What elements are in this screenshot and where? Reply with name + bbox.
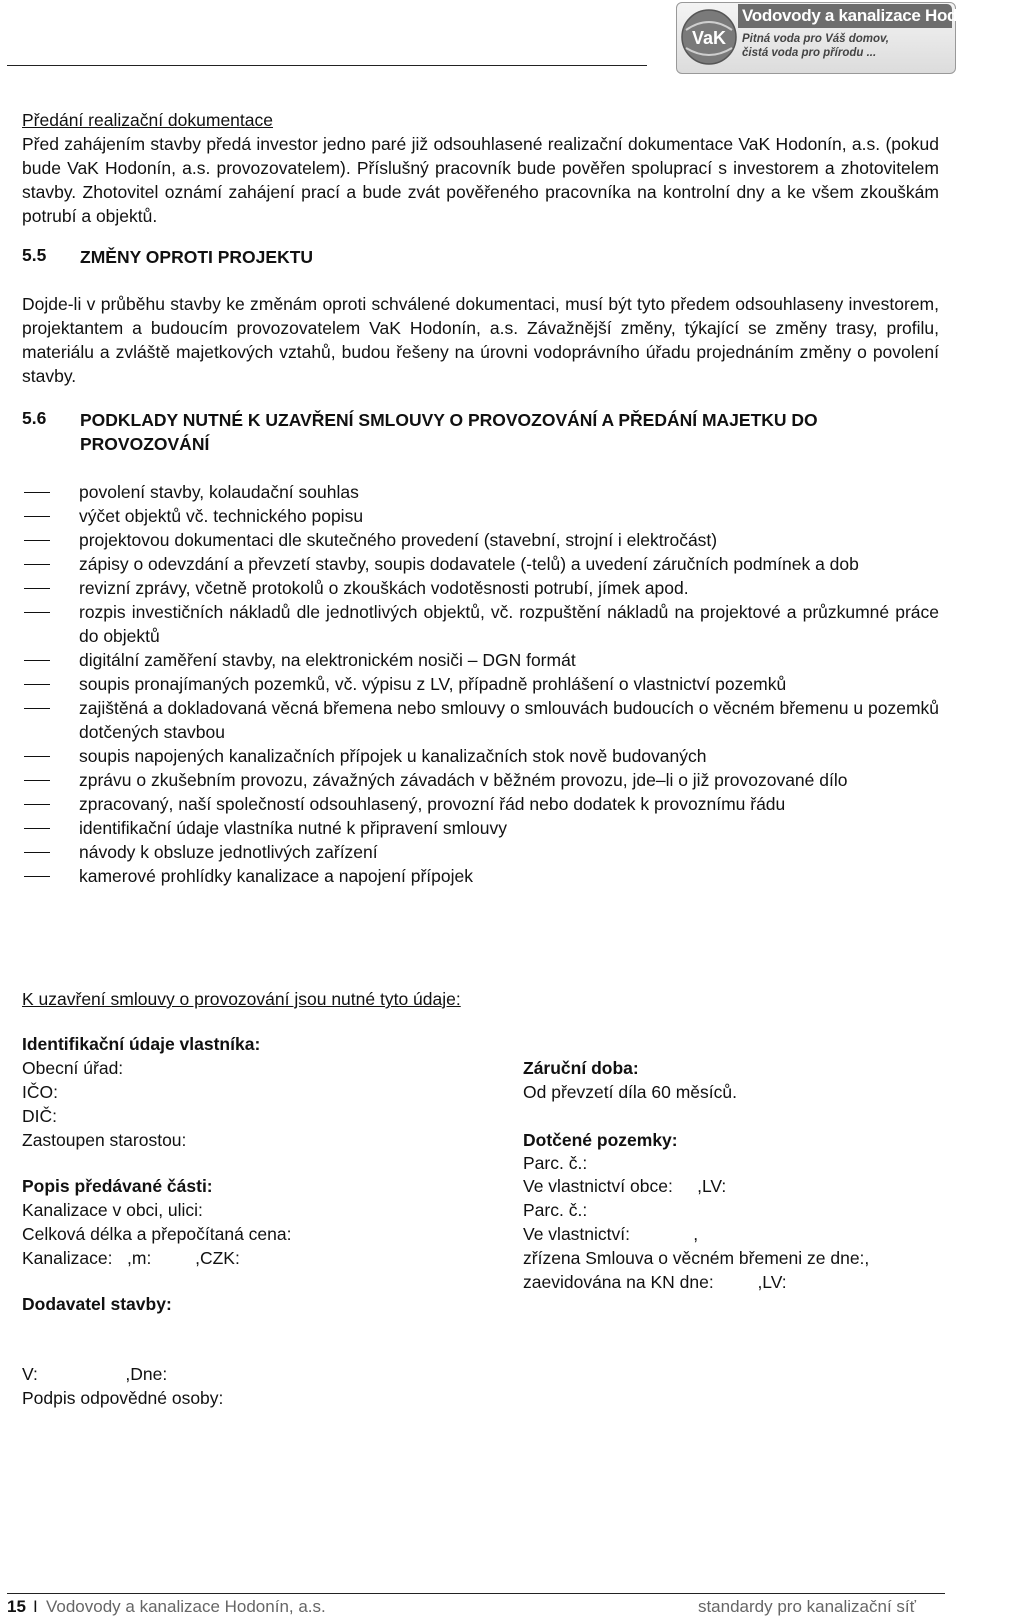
footer-separator: I xyxy=(33,1597,38,1616)
list-item: projektovou dokumentaci dle skutečného provedení (stavební, strojní i elektročást) xyxy=(79,530,718,550)
logo-brand-text: Vodovody a kanalizace Hodonín, a.s. xyxy=(742,6,1028,25)
list-item: výčet objektů vč. technického popisu xyxy=(79,506,364,526)
owner-other-label: Ve vlastnictví: , xyxy=(523,1224,699,1244)
length-price-label: Celková délka a přepočítaná cena: xyxy=(22,1224,292,1244)
place-date-label: V: ,Dne: xyxy=(22,1364,168,1384)
signature-label: Podpis odpovědné osoby: xyxy=(22,1388,224,1408)
sewer-values-label: Kanalizace: ,m: ,CZK: xyxy=(22,1248,240,1268)
list-item: revizní zprávy, včetně protokolů o zkouškách vodotěsnosti potrubí, jímek apod. xyxy=(79,578,689,598)
list-item: soupis pronajímaných pozemků, vč. výpisu z LV, případně prohlášení o vlastnictví pozemků xyxy=(79,674,787,694)
logo-mark-text: VaK xyxy=(691,28,727,48)
section-5-6-number: 5.6 xyxy=(22,408,47,428)
logo-tagline-2: čistá voda pro přírodu ... xyxy=(742,47,877,59)
header-rule xyxy=(7,65,647,66)
handover-text: Před zahájením stavby předá investor jedno paré již odsouhlasené realizační dokumentace VaK Hodonín, a.s. (pokud bude VaK Hodonín, a.s. provozovatelem). Příslušný pracovník bude pověřen spoluprací s investorem a zhotovitelem stavby. Zhotovitel oznámí zahájení prací a bude zvát pověřeného pracovníka na kontrolní dny a ke všem zkouškám potrubí a objektů. xyxy=(22,134,939,226)
list-item: zpracovaný, naší společností odsouhlasený, provozní řád nebo dodatek k provoznímu řádu xyxy=(79,794,786,814)
part-heading: Popis předávané části: xyxy=(22,1176,213,1196)
supplier-heading: Dodavatel stavby: xyxy=(22,1294,172,1314)
list-item: návody k obsluze jednotlivých zařízení xyxy=(79,842,378,862)
owner-heading: Identifikační údaje vlastníka: xyxy=(22,1034,261,1054)
section-5-5-text: Dojde-li v průběhu stavby ke změnám oproti schválené dokumentaci, musí být tyto předem odsouhlaseny investorem, projektantem a budoucím provozovatelem VaK Hodonín, a.s. Závažnější změny, týkající se změny trasy, profilu, materiálu a zvláště majetkových vztahů, budou řešeny na úrovni vodoprávního úřadu projednáním změny o povolení stavby. xyxy=(22,294,939,386)
ico-label: IČO: xyxy=(22,1082,58,1102)
section-5-6-title: PODKLADY NUTNÉ K UZAVŘENÍ SMLOUVY O PROVOZOVÁNÍ A PŘEDÁNÍ MAJETKU DO PROVOZOVÁNÍ xyxy=(80,410,818,454)
list-item: identifikační údaje vlastníka nutné k připravení smlouvy xyxy=(79,818,508,838)
plots-heading: Dotčené pozemky: xyxy=(523,1130,678,1150)
list-item: rozpis investičních nákladů dle jednotlivých objektů, vč. rozpuštění nákladů na projektové a průzkumné práce do objektů xyxy=(79,602,939,646)
section-5-5-title: ZMĚNY OPROTI PROJEKTU xyxy=(80,247,314,267)
registered-label: zaevidována na KN dne: ,LV: xyxy=(523,1272,787,1292)
list-item: digitální zaměření stavby, na elektronickém nosiči – DGN formát xyxy=(79,650,576,670)
section-5-5-number: 5.5 xyxy=(22,245,47,265)
owner-municipality-label: Ve vlastnictví obce: ,LV: xyxy=(523,1176,727,1196)
list-item: zápisy o odevzdání a převzetí stavby, soupis dodavatele (-telů) a uvedení záručních podmínek a dob xyxy=(79,554,859,574)
sewer-location-label: Kanalizace v obci, ulici: xyxy=(22,1200,203,1220)
company-logo xyxy=(676,2,1028,74)
list-item: zprávu o zkušebním provozu, závažných závadách v běžném provozu, jde–li o již provozované dílo xyxy=(79,770,848,790)
warranty-heading: Záruční doba: xyxy=(523,1058,639,1078)
footer-rule xyxy=(7,1593,945,1594)
dic-label: DIČ: xyxy=(22,1106,57,1126)
warranty-text: Od převzetí díla 60 měsíců. xyxy=(523,1082,737,1102)
list-item: zajištěná a dokladovaná věcná břemena nebo smlouvy o smlouvách budoucích o věcném břemenu u pozemků dotčených stavbou xyxy=(79,698,939,742)
footer-company: Vodovody a kanalizace Hodonín, a.s. xyxy=(46,1597,326,1616)
footer-doc-title: standardy pro kanalizační síť xyxy=(697,1597,916,1616)
list-item: soupis napojených kanalizačních přípojek u kanalizačních stok nově budovaných xyxy=(79,746,707,766)
list-item: povolení stavby, kolaudační souhlas xyxy=(79,482,359,502)
logo-tagline-1: Pitná voda pro Váš domov, xyxy=(742,33,889,45)
required-documents-list xyxy=(22,480,939,888)
represented-label: Zastoupen starostou: xyxy=(22,1130,187,1150)
plot-number-1: Parc. č.: xyxy=(523,1153,588,1173)
list-item: kamerové prohlídky kanalizace a napojení přípojek xyxy=(79,866,473,886)
vak-logo-icon xyxy=(680,8,738,66)
easement-label: zřízena Smlouva o věcném břemeni ze dne:, xyxy=(523,1248,870,1268)
plot-number-2: Parc. č.: xyxy=(523,1200,588,1220)
office-label: Obecní úřad: xyxy=(22,1058,124,1078)
form-intro: K uzavření smlouvy o provozování jsou nutné tyto údaje: xyxy=(22,989,461,1009)
handover-heading: Předání realizační dokumentace xyxy=(22,110,273,130)
page-number: 15 xyxy=(7,1597,26,1616)
